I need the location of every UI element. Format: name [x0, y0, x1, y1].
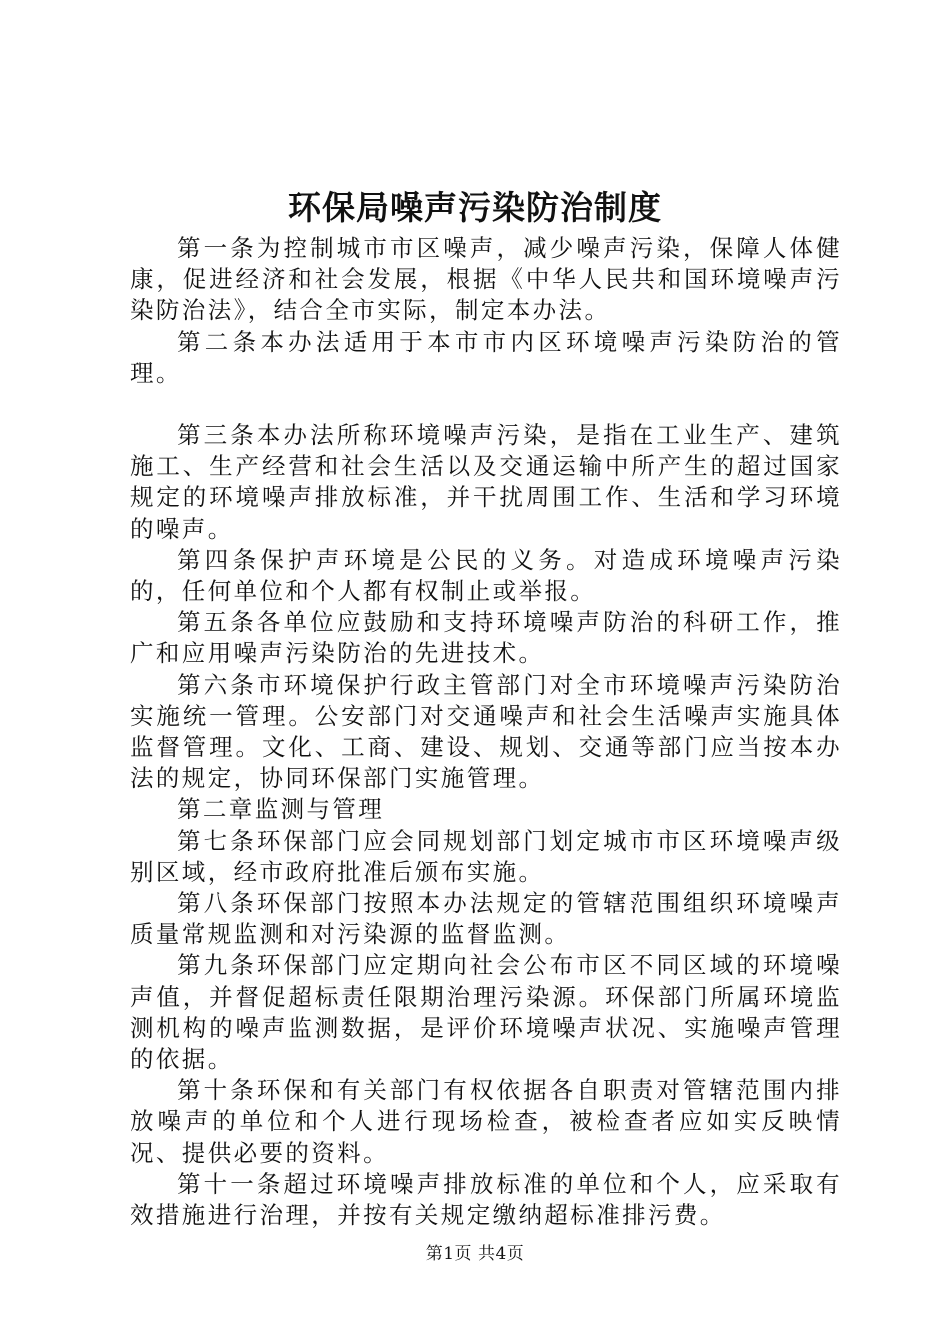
paragraph-article-7: 第七条环保部门应会同规划部门划定城市市区环境噪声级别区域，经市政府批准后颁布实施。 [130, 826, 842, 886]
paragraph-article-3: 第三条本办法所称环境噪声污染，是指在工业生产、建筑施工、生产经营和社会生活以及交通运输中所产生的超过国家规定的环境噪声排放标准，并干扰周围工作、生活和学习环境的噪声。 [130, 421, 842, 543]
paragraph-article-6: 第六条市环境保护行政主管部门对全市环境噪声污染防治实施统一管理。公安部门对交通噪声和社会生活噪声实施具体监督管理。文化、工商、建设、规划、交通等部门应当按本办法的规定，协同环保部门实施管理。 [130, 670, 842, 793]
paragraph-article-1: 第一条为控制城市市区噪声，减少噪声污染，保障人体健康，促进经济和社会发展，根据《中华人民共和国环境噪声污染防治法》，结合全市实际，制定本办法。 [130, 234, 842, 325]
paragraph-article-10: 第十条环保和有关部门有权依据各自职责对管辖范围内排放噪声的单位和个人进行现场检查，被检查者应如实反映情况、提供必要的资料。 [130, 1076, 842, 1167]
document-title: 环保局噪声污染防治制度 [288, 188, 662, 227]
paragraph-article-5: 第五条各单位应鼓励和支持环境噪声防治的科研工作，推广和应用噪声污染防治的先进技术。 [130, 608, 842, 668]
paragraph-article-2: 第二条本办法适用于本市市内区环境噪声污染防治的管理。 [130, 327, 842, 387]
page-number-footer: 第1页 共4页 [425, 1244, 525, 1264]
paragraph-article-8: 第八条环保部门按照本办法规定的管辖范围组织环境噪声质量常规监测和对污染源的监督监测。 [130, 889, 842, 949]
paragraph-article-4: 第四条保护声环境是公民的义务。对造成环境噪声污染的，任何单位和个人都有权制止或举报。 [130, 545, 842, 606]
document-body [130, 233, 842, 1231]
paragraph-article-11: 第十一条超过环境噪声排放标准的单位和个人，应采取有效措施进行治理，并按有关规定缴纳超标准排污费。 [130, 1169, 842, 1230]
paragraph-article-9: 第九条环保部门应定期向社会公布市区不同区域的环境噪声值，并督促超标责任限期治理污染源。环保部门所属环境监测机构的噪声监测数据，是评价环境噪声状况、实施噪声管理的依据。 [130, 951, 842, 1074]
chapter-heading: 第二章监测与管理 [177, 795, 385, 824]
